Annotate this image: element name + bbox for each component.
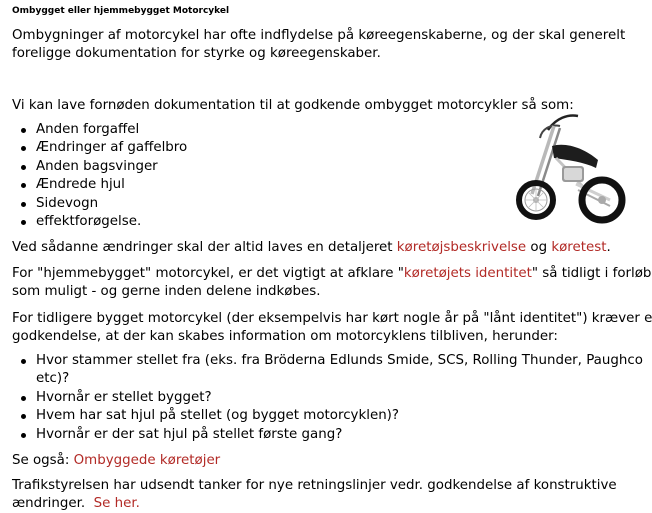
traffic-line-1: Trafikstyrelsen har udsendt tanker for nye retningslinjer vedr. godkendelse af konstruktive xyxy=(12,478,617,493)
list-item: Anden bagsvinger xyxy=(18,158,187,176)
documentation-lead: Vi kan lave fornøden dokumentation til at godkende ombygget motorcykler så som: xyxy=(12,98,574,113)
intro-line-2: foreligge dokumentation for styrke og køreegenskaber. xyxy=(12,46,381,61)
list-item: Sidevogn xyxy=(18,195,187,213)
question-list xyxy=(18,352,643,444)
list-item: Anden forgaffel xyxy=(18,121,187,139)
changes-paragraph: Ved sådanne ændringer skal der altid laves en detaljeret køretøjsbeskrivelse og køretest. xyxy=(12,240,611,255)
modified-vehicles-link[interactable]: Ombyggede køretøjer xyxy=(73,453,221,468)
motorcycle-icon xyxy=(518,108,608,226)
homebuilt-line-2: som muligt - og gerne inden delene indkøbes. xyxy=(12,284,321,299)
page-title: Ombygget eller hjemmebygget Motorcykel xyxy=(12,6,230,16)
homebuilt-line-1: For "hjemmebygget" motorcykel, er det vigtigt at afklare "køretøjets identitet" så tidligt i forløb xyxy=(12,266,652,281)
vehicle-identity-link[interactable]: køretøjets identitet xyxy=(403,266,532,281)
list-item: Ændrede hjul xyxy=(18,176,187,194)
list-item: Hvor stammer stellet fra (eks. fra Bröderna Edlunds Smide, SCS, Rolling Thunder, Paughco etc)? xyxy=(18,352,643,389)
list-item: Hvornår er stellet bygget? xyxy=(18,389,643,407)
see-here-link[interactable]: Se her. xyxy=(93,496,140,511)
list-item: Hvem har sat hjul på stellet (og bygget motorcyklen)? xyxy=(18,407,643,425)
modification-list xyxy=(18,121,187,231)
list-item: Hvornår er der sat hjul på stellet første gang? xyxy=(18,426,643,444)
list-item: effektforøgelse. xyxy=(18,213,187,231)
traffic-line-2: ændringer. Se her. xyxy=(12,496,140,511)
vehicle-description-link[interactable]: køretøjsbeskrivelse xyxy=(396,240,527,255)
list-item: Ændringer af gaffelbro xyxy=(18,139,187,157)
intro-line-1: Ombygninger af motorcykel har ofte indflydelse på køreegenskaberne, og der skal generelt xyxy=(12,28,626,43)
earlier-line-2: godkendelse, at der kan skabes information om motorcyklens tilbliven, herunder: xyxy=(12,329,558,344)
see-also: Se også: Ombyggede køretøjer xyxy=(12,453,221,468)
earlier-line-1: For tidligere bygget motorcykel (der eksempelvis har kørt nogle år på "lånt identitet") kræver e xyxy=(12,311,652,326)
test-drive-link[interactable]: køretest xyxy=(551,240,607,255)
